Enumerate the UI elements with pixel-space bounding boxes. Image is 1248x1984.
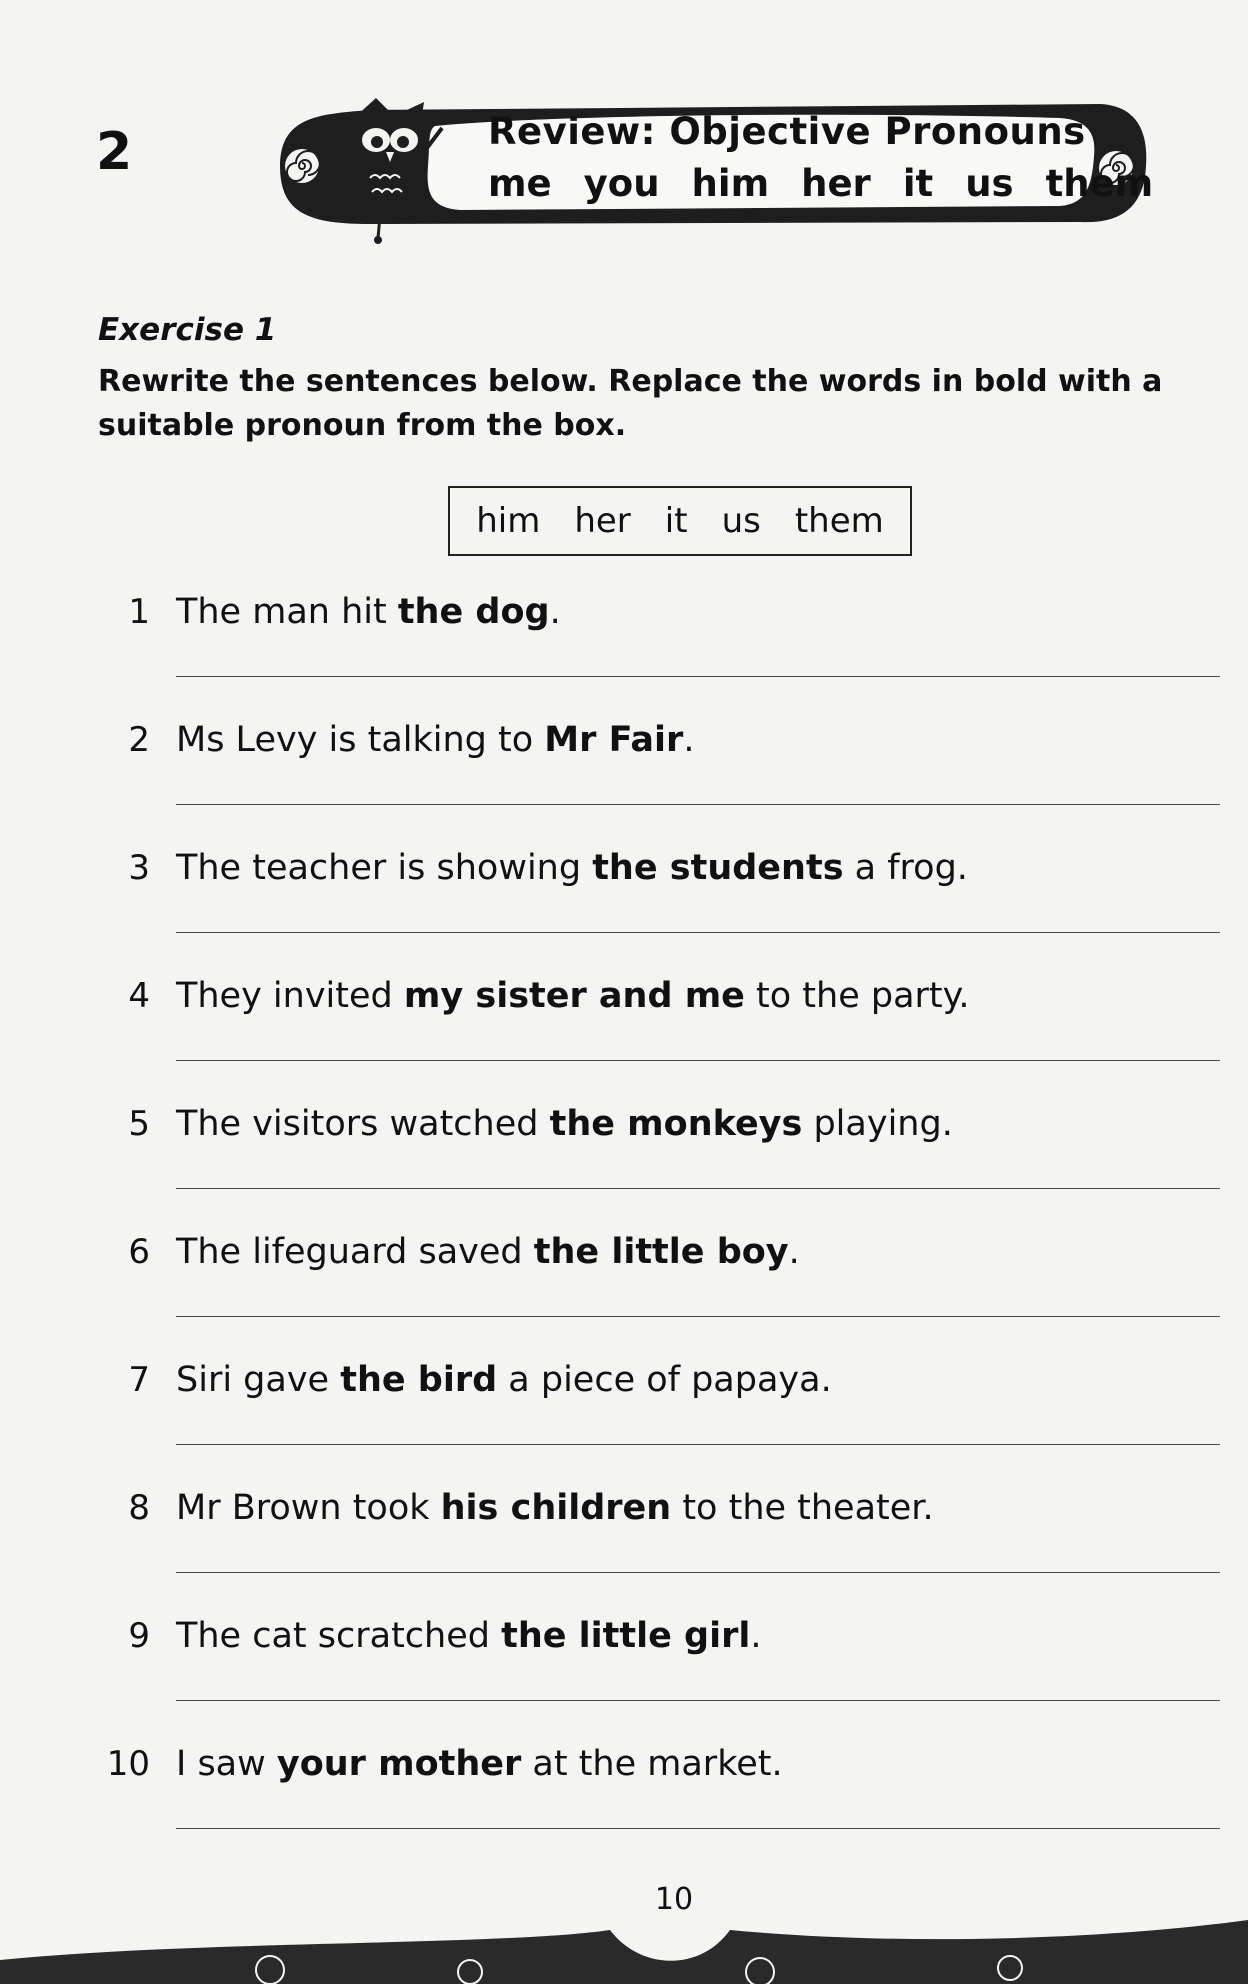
word-box-item: him — [476, 501, 541, 541]
bold-phrase: your mother — [276, 1744, 522, 1784]
bold-phrase: the monkeys — [549, 1104, 803, 1144]
bold-phrase: the little girl — [501, 1616, 751, 1656]
question-text: The man hit the dog. — [176, 592, 561, 632]
question-item — [0, 1104, 1248, 1232]
word-box-item: us — [721, 501, 761, 541]
pronoun-list — [488, 162, 1153, 205]
question-text: Ms Levy is talking to Mr Fair. — [176, 720, 695, 760]
answer-line[interactable] — [176, 1060, 1220, 1061]
question-number: 7 — [128, 1360, 150, 1400]
title-banner — [260, 96, 1154, 236]
bold-phrase: the dog — [397, 592, 550, 632]
bold-phrase: the bird — [340, 1360, 498, 1400]
question-item — [0, 1232, 1248, 1360]
bold-phrase: the little boy — [533, 1232, 789, 1272]
spiral-left-icon — [282, 146, 322, 186]
pronoun-word: them — [1045, 162, 1154, 205]
answer-line[interactable] — [176, 804, 1220, 805]
pronoun-word: me — [488, 162, 552, 205]
question-text: Siri gave the bird a piece of papaya. — [176, 1360, 832, 1400]
answer-line[interactable] — [176, 1828, 1220, 1829]
bold-phrase: my sister and me — [403, 976, 745, 1016]
answer-line[interactable] — [176, 1188, 1220, 1189]
question-text: I saw your mother at the market. — [176, 1744, 783, 1784]
bold-phrase: Mr Fair — [544, 720, 684, 760]
question-item — [0, 1360, 1248, 1488]
owl-icon — [324, 88, 454, 248]
question-number: 5 — [128, 1104, 150, 1144]
question-number: 2 — [128, 720, 150, 760]
pronoun-word: her — [801, 162, 871, 205]
question-number: 1 — [128, 592, 150, 632]
answer-line[interactable] — [176, 1700, 1220, 1701]
word-box-item: her — [574, 501, 631, 541]
answer-line[interactable] — [176, 932, 1220, 933]
exercise-label: Exercise 1 — [98, 312, 277, 348]
question-item — [0, 720, 1248, 848]
word-box-item: it — [664, 501, 688, 541]
answer-line[interactable] — [176, 676, 1220, 677]
question-text: The lifeguard saved the little boy. — [176, 1232, 800, 1272]
question-number: 8 — [128, 1488, 150, 1528]
unit-number: 2 — [96, 122, 133, 182]
pronoun-word: it — [902, 162, 934, 205]
question-item — [0, 976, 1248, 1104]
question-item — [0, 848, 1248, 976]
footer-decoration — [0, 1900, 1248, 1984]
question-item — [0, 592, 1248, 720]
question-text: The visitors watched the monkeys playing. — [176, 1104, 953, 1144]
question-number: 6 — [128, 1232, 150, 1272]
word-box — [448, 486, 912, 556]
question-number: 3 — [128, 848, 150, 888]
question-text: The cat scratched the little girl. — [176, 1616, 762, 1656]
question-number: 9 — [128, 1616, 150, 1656]
bold-phrase: the students — [592, 848, 844, 888]
question-text: Mr Brown took his children to the theater. — [176, 1488, 934, 1528]
answer-line[interactable] — [176, 1572, 1220, 1573]
banner-title: Review: Objective Pronouns — [488, 110, 1086, 153]
question-item — [0, 1616, 1248, 1744]
question-text: The teacher is showing the students a frog. — [176, 848, 968, 888]
question-number: 10 — [106, 1744, 150, 1784]
pronoun-word: him — [691, 162, 770, 205]
question-text: They invited my sister and me to the party. — [176, 976, 970, 1016]
question-number: 4 — [128, 976, 150, 1016]
page-number: 10 — [654, 1882, 694, 1917]
pronoun-word: us — [965, 162, 1014, 205]
exercise-instructions: Rewrite the sentences below. Replace the words in bold with a suitable pronoun from the box. — [98, 364, 1163, 443]
answer-line[interactable] — [176, 1444, 1220, 1445]
answer-line[interactable] — [176, 1316, 1220, 1317]
bold-phrase: his children — [440, 1488, 672, 1528]
question-item — [0, 1488, 1248, 1616]
word-box-item: them — [794, 501, 884, 541]
question-item — [0, 1744, 1248, 1872]
pronoun-word: you — [583, 162, 660, 205]
